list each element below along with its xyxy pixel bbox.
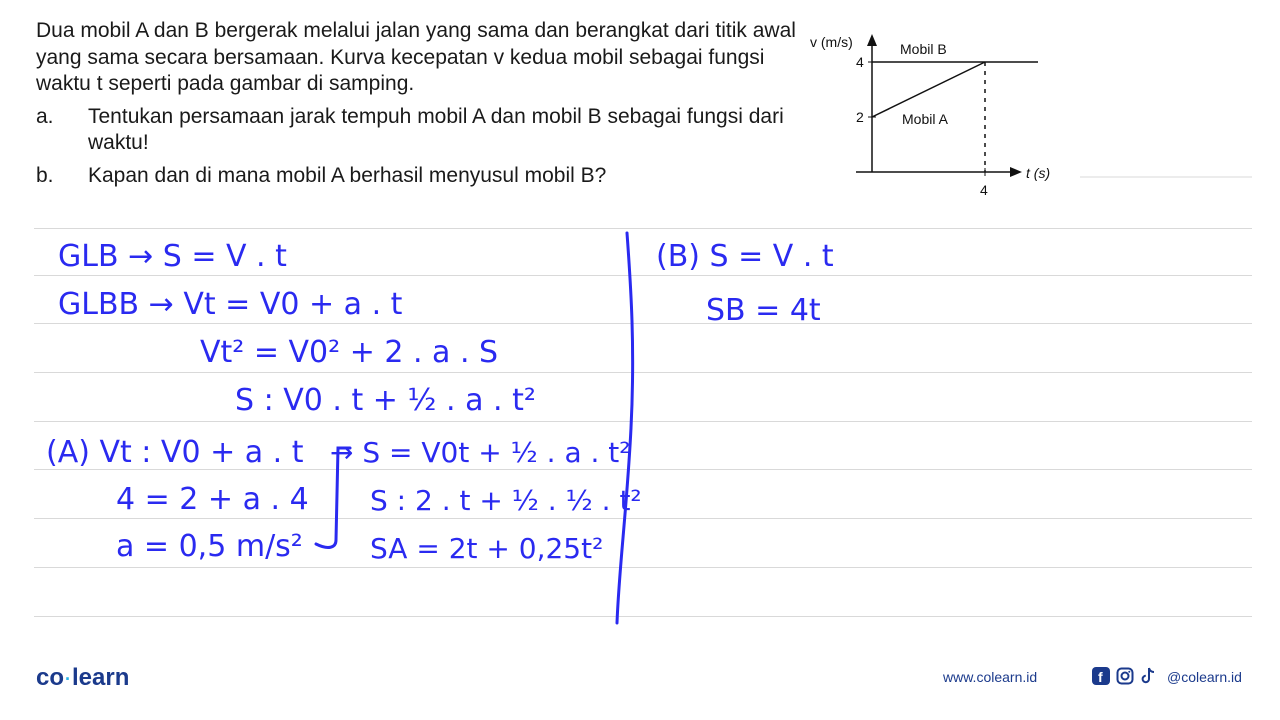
- question-a: [36, 104, 806, 157]
- x-axis-label: t (s): [1026, 165, 1051, 181]
- facebook-icon[interactable]: [1092, 667, 1110, 685]
- hw-line-s-general: → S = V0t + ½ . a . t²: [330, 436, 631, 469]
- hw-line-b-s: (B) S = V . t: [656, 239, 834, 274]
- mobil-a-label: Mobil A: [902, 111, 948, 127]
- y-tick-4: 4: [856, 54, 864, 70]
- hw-line-a-result: a = 0,5 m/s²: [116, 529, 303, 564]
- x-tick-4: 4: [980, 182, 988, 198]
- hw-line-s-formula: S : V0 . t + ½ . a . t²: [235, 383, 536, 418]
- hw-line-a-sub: 4 = 2 + a . 4: [116, 482, 309, 517]
- velocity-time-graph: [800, 22, 1100, 212]
- y-axis-label: v (m/s): [810, 34, 853, 50]
- y-tick-2: 2: [856, 109, 864, 125]
- x-axis-arrow: [1010, 167, 1022, 177]
- mobil-b-label: Mobil B: [900, 41, 947, 57]
- question-a-text: Tentukan persamaan jarak tempuh mobil A dan mobil B sebagai fungsi dari waktu!: [88, 104, 784, 154]
- hw-line-a-vt: (A) Vt : V0 + a . t: [46, 435, 304, 470]
- problem-intro: Dua mobil A dan B bergerak melalui jalan yang sama dan berangkat dari titik awal yang sama secara bersamaan. Kurva kecepatan v kedua mobil sebagai fungsi waktu t seperti pada gambar di samping.: [36, 19, 796, 95]
- hw-line-glbb: GLBB → Vt = V0 + a . t: [58, 287, 403, 322]
- handwritten-divider: [605, 228, 645, 628]
- question-b-label: b.: [36, 163, 54, 187]
- hw-line-s-sub: S : 2 . t + ½ . ½ . t²: [370, 484, 642, 517]
- tiktok-icon[interactable]: [1140, 667, 1156, 685]
- social-icons: [1092, 667, 1156, 685]
- question-b-text: Kapan dan di mana mobil A berhasil menyusul mobil B?: [88, 163, 607, 187]
- svg-text:f: f: [1098, 669, 1103, 685]
- handwritten-notes-middle: [330, 420, 642, 570]
- social-handle[interactable]: @colearn.id: [1167, 669, 1242, 685]
- question-b: [36, 163, 806, 190]
- footer-url[interactable]: www.colearn.id: [943, 669, 1038, 685]
- handwritten-notes-right: [650, 228, 950, 338]
- problem-statement: [36, 18, 806, 189]
- hw-line-glb: GLB → S = V . t: [58, 239, 287, 274]
- question-a-label: a.: [36, 104, 54, 128]
- colearn-logo: co·learn: [36, 664, 130, 691]
- instagram-icon[interactable]: [1116, 667, 1134, 685]
- hw-line-sa-result: SA = 2t + 0,25t²: [370, 532, 604, 565]
- hw-line-vt2: Vt² = V0² + 2 . a . S: [200, 335, 499, 370]
- line-mobil-a: [872, 62, 985, 117]
- hw-line-sb-result: SB = 4t: [706, 293, 821, 328]
- y-axis-arrow: [867, 34, 877, 46]
